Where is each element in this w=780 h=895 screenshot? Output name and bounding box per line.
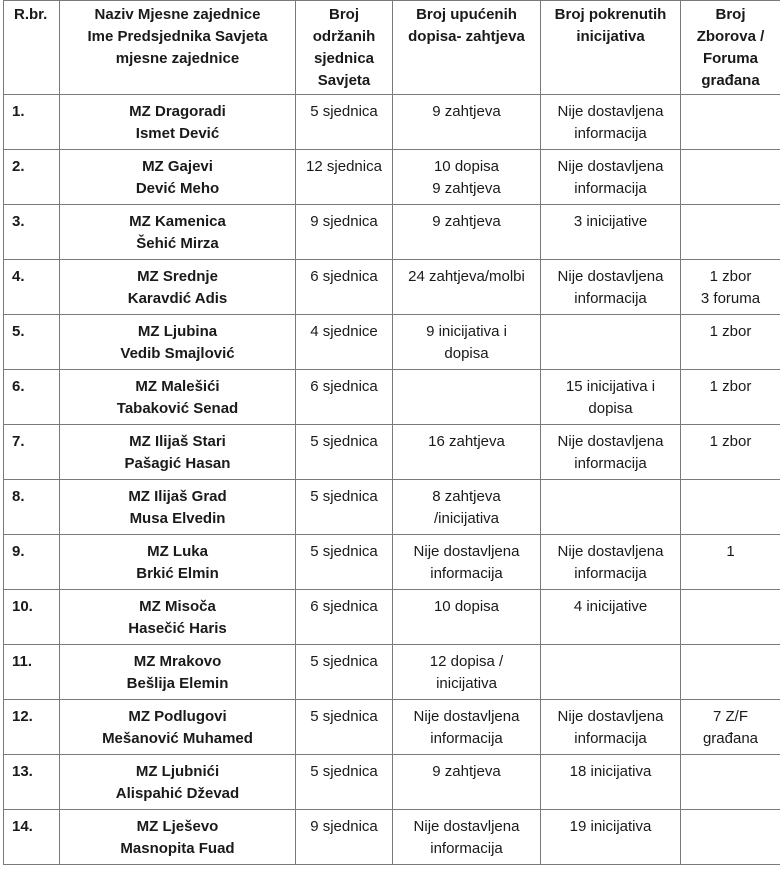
mz-name-cell — [60, 315, 296, 370]
mz-name: MZ Podlugovi — [128, 708, 227, 725]
row-number: 4. — [4, 260, 60, 315]
row-number: 10. — [4, 590, 60, 645]
forums-cell — [681, 95, 780, 150]
president-name: Hasečić Haris — [128, 620, 227, 637]
row-number: 8. — [4, 480, 60, 535]
letters-cell: Nije dostavljena informacija — [393, 810, 541, 865]
table-row — [4, 425, 780, 480]
table-row — [4, 645, 780, 700]
mz-name: MZ Luka — [147, 543, 208, 560]
letters-cell: Nije dostavljena informacija — [393, 700, 541, 755]
sessions-cell: 12 sjednica — [296, 150, 393, 205]
mz-name-cell — [60, 755, 296, 810]
row-number: 6. — [4, 370, 60, 425]
letters-cell: 9 inicijativa i dopisa — [393, 315, 541, 370]
sessions-cell: 6 sjednica — [296, 370, 393, 425]
table-row — [4, 315, 780, 370]
initiatives-cell: 18 inicijativa — [541, 755, 681, 810]
row-number: 1. — [4, 95, 60, 150]
header-initiatives: Broj pokrenutih inicijativa — [541, 1, 681, 95]
table-row — [4, 755, 780, 810]
initiatives-cell — [541, 315, 681, 370]
letters-cell: 10 dopisa — [393, 590, 541, 645]
header-name: Naziv Mjesne zajednice Ime Predsjednika Savjeta mjesne zajednice — [60, 1, 296, 95]
table-row — [4, 700, 780, 755]
table-row — [4, 480, 780, 535]
president-name: Mešanović Muhamed — [102, 730, 253, 747]
header-row — [4, 1, 780, 95]
mz-activity-table — [3, 0, 780, 865]
row-number: 7. — [4, 425, 60, 480]
forums-cell: 7 Z/F građana — [681, 700, 780, 755]
president-name: Bešlija Elemin — [126, 675, 229, 692]
letters-cell: 10 dopisa 9 zahtjeva — [393, 150, 541, 205]
forums-cell: 1 — [681, 535, 780, 590]
header-rbr: R.br. — [4, 1, 60, 95]
mz-name-cell — [60, 370, 296, 425]
letters-cell: 8 zahtjeva /inicijativa — [393, 480, 541, 535]
row-number: 14. — [4, 810, 60, 865]
initiatives-cell: 15 inicijativa i dopisa — [541, 370, 681, 425]
mz-name-cell — [60, 645, 296, 700]
mz-name: MZ Ljubina — [137, 323, 218, 340]
initiatives-cell — [541, 480, 681, 535]
president-name: Vedib Smajlović — [120, 345, 235, 362]
initiatives-cell: Nije dostavljena informacija — [541, 425, 681, 480]
forums-cell: 1 zbor — [681, 370, 780, 425]
forums-cell — [681, 645, 780, 700]
forums-cell — [681, 755, 780, 810]
table-row — [4, 260, 780, 315]
initiatives-cell: Nije dostavljena informacija — [541, 535, 681, 590]
sessions-cell: 6 sjednica — [296, 590, 393, 645]
letters-cell: 9 zahtjeva — [393, 755, 541, 810]
mz-name: MZ Malešići — [135, 378, 220, 395]
header-sessions: Broj održanih sjednica Savjeta — [296, 1, 393, 95]
sessions-cell: 5 sjednica — [296, 480, 393, 535]
president-name: Dević Meho — [135, 180, 220, 197]
sessions-cell: 5 sjednica — [296, 700, 393, 755]
president-name: Alispahić Dževad — [115, 785, 240, 802]
mz-name: MZ Ljubnići — [135, 763, 220, 780]
sessions-cell: 5 sjednica — [296, 95, 393, 150]
letters-cell: 24 zahtjeva/molbi — [393, 260, 541, 315]
sessions-cell: 9 sjednica — [296, 205, 393, 260]
letters-cell: 9 zahtjeva — [393, 205, 541, 260]
sessions-cell: 4 sjednice — [296, 315, 393, 370]
row-number: 11. — [4, 645, 60, 700]
mz-name-cell — [60, 205, 296, 260]
president-name: Tabaković Senad — [116, 400, 239, 417]
header-letters: Broj upućenih dopisa- zahtjeva — [393, 1, 541, 95]
mz-name: MZ Srednje — [137, 268, 218, 285]
mz-name: MZ Mrakovo — [133, 653, 222, 670]
mz-name-cell — [60, 150, 296, 205]
table-row — [4, 205, 780, 260]
letters-cell: 9 zahtjeva — [393, 95, 541, 150]
mz-name-cell — [60, 535, 296, 590]
row-number: 2. — [4, 150, 60, 205]
initiatives-cell: Nije dostavljena informacija — [541, 150, 681, 205]
table-header — [4, 1, 780, 95]
table-row — [4, 535, 780, 590]
president-name: Karavdić Adis — [127, 290, 228, 307]
letters-cell: Nije dostavljena informacija — [393, 535, 541, 590]
mz-name: MZ Dragoradi — [129, 103, 226, 120]
initiatives-cell: Nije dostavljena informacija — [541, 700, 681, 755]
mz-name: MZ Kamenica — [129, 213, 226, 230]
sessions-cell: 5 sjednica — [296, 425, 393, 480]
row-number: 12. — [4, 700, 60, 755]
forums-cell — [681, 590, 780, 645]
letters-cell — [393, 370, 541, 425]
row-number: 5. — [4, 315, 60, 370]
president-name: Ismet Dević — [135, 125, 220, 142]
table-row — [4, 370, 780, 425]
sessions-cell: 5 sjednica — [296, 645, 393, 700]
sessions-cell: 5 sjednica — [296, 755, 393, 810]
mz-name-cell — [60, 700, 296, 755]
row-number: 9. — [4, 535, 60, 590]
initiatives-cell — [541, 645, 681, 700]
president-name: Brkić Elmin — [136, 565, 219, 582]
initiatives-cell: 4 inicijative — [541, 590, 681, 645]
table-row — [4, 590, 780, 645]
sessions-cell: 9 sjednica — [296, 810, 393, 865]
president-name: Šehić Mirza — [136, 235, 219, 252]
row-number: 13. — [4, 755, 60, 810]
mz-name: MZ Ilijaš Grad — [128, 488, 227, 505]
forums-cell: 1 zbor — [681, 315, 780, 370]
mz-name: MZ Misoča — [139, 598, 216, 615]
mz-name-cell — [60, 590, 296, 645]
initiatives-cell: 3 inicijative — [541, 205, 681, 260]
mz-name: MZ Lješevo — [136, 818, 219, 835]
header-forums: Broj Zborova / Foruma građana — [681, 1, 780, 95]
mz-name-cell — [60, 480, 296, 535]
forums-cell: 1 zbor 3 foruma — [681, 260, 780, 315]
table-row — [4, 95, 780, 150]
mz-name-cell — [60, 260, 296, 315]
initiatives-cell: Nije dostavljena informacija — [541, 95, 681, 150]
president-name: Masnopita Fuad — [120, 840, 235, 857]
forums-cell — [681, 810, 780, 865]
president-name: Pašagić Hasan — [124, 455, 231, 472]
initiatives-cell: Nije dostavljena informacija — [541, 260, 681, 315]
table-row — [4, 810, 780, 865]
mz-name: MZ Gajevi — [142, 158, 213, 175]
initiatives-cell: 19 inicijativa — [541, 810, 681, 865]
mz-name-cell — [60, 810, 296, 865]
president-name: Musa Elvedin — [129, 510, 226, 527]
forums-cell — [681, 150, 780, 205]
table-body — [4, 95, 780, 865]
sessions-cell: 6 sjednica — [296, 260, 393, 315]
mz-name-cell — [60, 425, 296, 480]
forums-cell — [681, 205, 780, 260]
mz-name-cell — [60, 95, 296, 150]
letters-cell: 16 zahtjeva — [393, 425, 541, 480]
table-row — [4, 150, 780, 205]
forums-cell: 1 zbor — [681, 425, 780, 480]
row-number: 3. — [4, 205, 60, 260]
letters-cell: 12 dopisa / inicijativa — [393, 645, 541, 700]
sessions-cell: 5 sjednica — [296, 535, 393, 590]
mz-name: MZ Ilijaš Stari — [129, 433, 226, 450]
forums-cell — [681, 480, 780, 535]
